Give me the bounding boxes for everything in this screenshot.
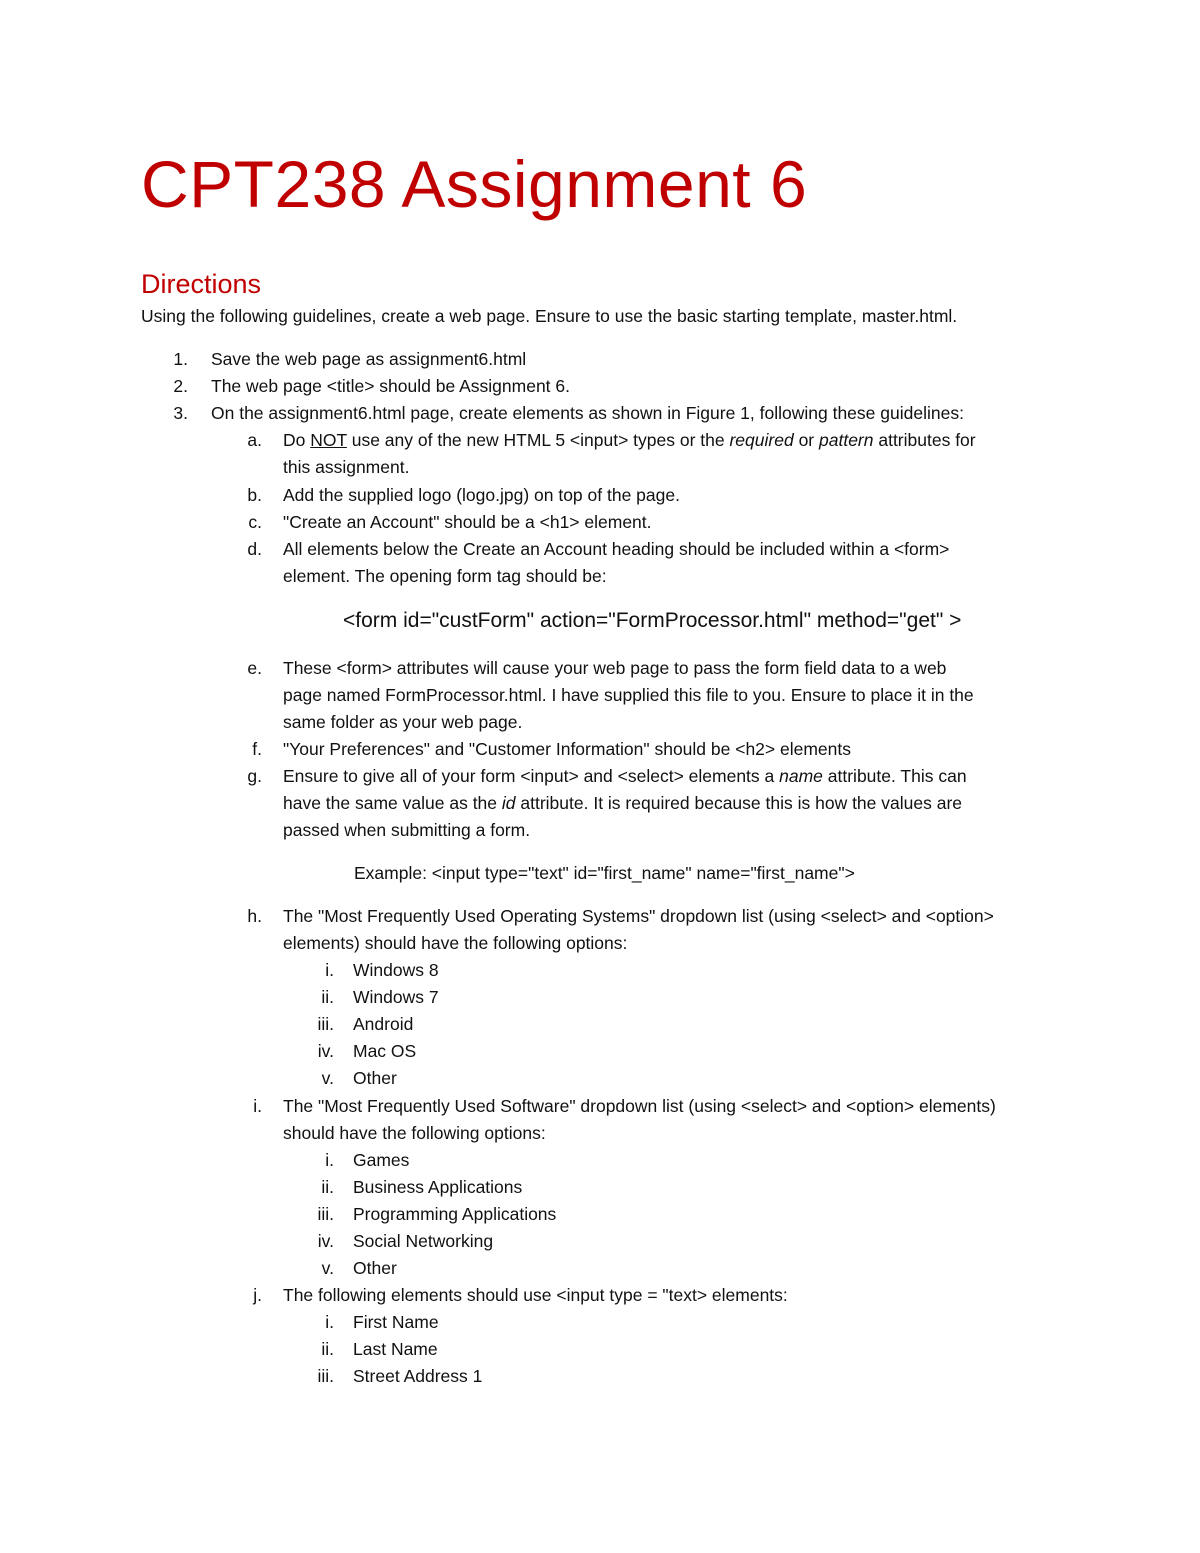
item-g-line3: passed when submitting a form. (283, 820, 531, 840)
item-b-marker: b. (247, 485, 262, 505)
os-option: Windows 8 (353, 960, 439, 980)
section-heading-directions: Directions (141, 269, 262, 299)
os-option: Other (353, 1068, 397, 1088)
text-field-marker: ii. (321, 1339, 334, 1359)
item-f-text: "Your Preferences" and "Customer Information" should be <h2> elements (283, 739, 851, 759)
software-option: Other (353, 1258, 397, 1278)
software-option-marker: iv. (317, 1231, 334, 1251)
text-field-item: Street Address 1 (353, 1366, 483, 1386)
item-j-text: The following elements should use <input type = "text> elements: (283, 1285, 788, 1305)
step-2-text: The web page <title> should be Assignment 6. (211, 376, 570, 396)
document-title: CPT238 Assignment 6 (141, 147, 808, 221)
os-option-marker: iii. (317, 1014, 334, 1034)
item-h-line1: The "Most Frequently Used Operating Systems" dropdown list (using <select> and <option> (283, 906, 994, 926)
item-d-line2: element. The opening form tag should be: (283, 566, 607, 586)
step-1-marker: 1. (173, 349, 188, 369)
text-field-marker: i. (325, 1312, 334, 1332)
software-option: Social Networking (353, 1231, 494, 1251)
item-a-line1: Do NOT use any of the new HTML 5 <input> types or the required or pattern attributes for (283, 430, 976, 450)
item-i-line2: should have the following options: (283, 1123, 546, 1143)
software-option: Programming Applications (353, 1204, 557, 1224)
os-option-marker: v. (321, 1068, 334, 1088)
item-a-line2: this assignment. (283, 457, 410, 477)
os-option-marker: i. (325, 960, 334, 980)
item-j-marker: j. (253, 1285, 262, 1305)
item-d-line1: All elements below the Create an Account heading should be included within a <form> (283, 539, 950, 559)
item-e-line1: These <form> attributes will cause your web page to pass the form field data to a web (283, 658, 947, 678)
item-g-line2: have the same value as the id attribute. It is required because this is how the values are (283, 793, 963, 813)
item-d-marker: d. (247, 539, 262, 559)
software-option-marker: iii. (317, 1204, 334, 1224)
step-3-text: On the assignment6.html page, create elements as shown in Figure 1, following these guidelines: (211, 403, 964, 423)
form-tag-code: <form id="custForm" action="FormProcessor.html" method="get" > (343, 609, 962, 632)
os-option: Windows 7 (353, 987, 439, 1007)
step-2-marker: 2. (173, 376, 188, 396)
software-option-marker: v. (321, 1258, 334, 1278)
text-field-item: First Name (353, 1312, 439, 1332)
item-a-marker: a. (247, 430, 262, 450)
software-option: Business Applications (353, 1177, 523, 1197)
os-option: Android (353, 1014, 414, 1034)
item-b-text: Add the supplied logo (logo.jpg) on top of the page. (283, 485, 680, 505)
item-i-marker: i. (253, 1096, 262, 1116)
os-option-marker: ii. (321, 987, 334, 1007)
text-field-item: Last Name (353, 1339, 438, 1359)
item-i-line1: The "Most Frequently Used Software" dropdown list (using <select> and <option> elements) (283, 1096, 996, 1116)
item-e-marker: e. (247, 658, 262, 678)
item-c-text: "Create an Account" should be a <h1> element. (283, 512, 652, 532)
item-e-line3: same folder as your web page. (283, 712, 523, 732)
step-1-text: Save the web page as assignment6.html (211, 349, 527, 369)
software-option-marker: ii. (321, 1177, 334, 1197)
example-code: Example: <input type="text" id="first_name" name="first_name"> (354, 863, 855, 883)
item-h-line2: elements) should have the following options: (283, 933, 628, 953)
item-c-marker: c. (248, 512, 262, 532)
item-g-line1: Ensure to give all of your form <input> and <select> elements a name attribute. This can (283, 766, 967, 786)
text-field-marker: iii. (317, 1366, 334, 1386)
step-3-marker: 3. (173, 403, 188, 423)
item-e-line2: page named FormProcessor.html. I have supplied this file to you. Ensure to place it in the (283, 685, 974, 705)
intro-paragraph: Using the following guidelines, create a web page. Ensure to use the basic starting template, master.html. (141, 306, 958, 326)
software-option: Games (353, 1150, 410, 1170)
item-h-marker: h. (247, 906, 262, 926)
item-g-marker: g. (247, 766, 262, 786)
os-option: Mac OS (353, 1041, 417, 1061)
os-option-marker: iv. (317, 1041, 334, 1061)
software-option-marker: i. (325, 1150, 334, 1170)
item-f-marker: f. (252, 739, 262, 759)
